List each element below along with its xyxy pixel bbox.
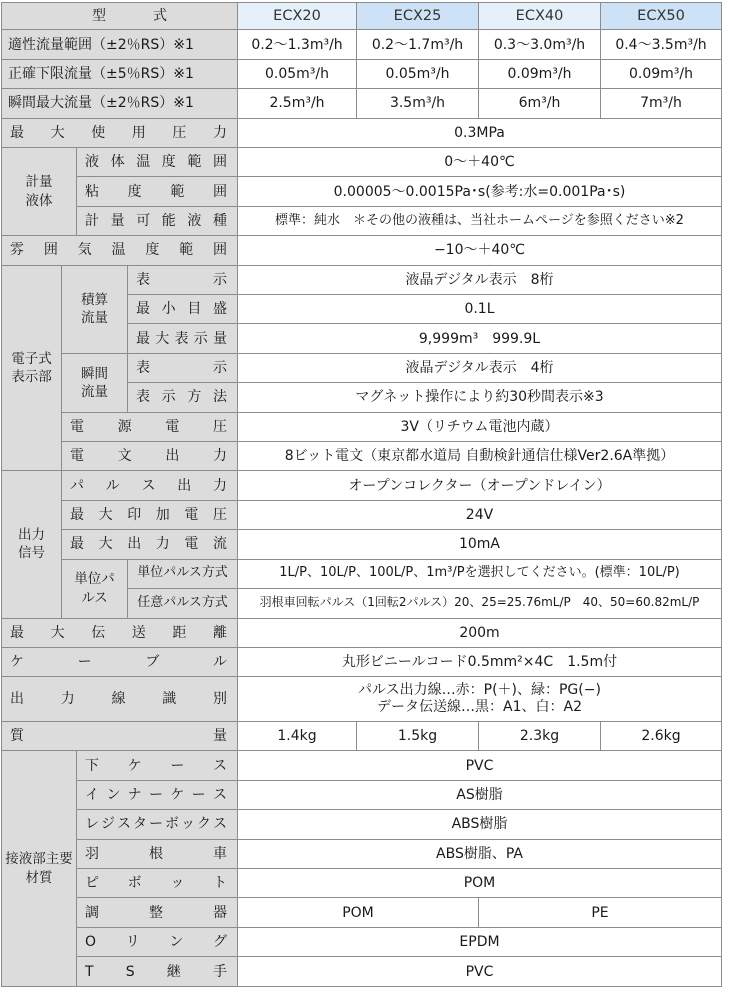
max-current-label: 最 大 出 力 電 流: [70, 536, 227, 553]
telegram-label: 電 文 出 力: [70, 448, 227, 465]
lower-limit-ecx20: 0.05m³/h: [238, 59, 357, 88]
max-pressure-value: 0.3MPa: [238, 118, 722, 147]
ambient-value: −10〜＋40℃: [238, 236, 722, 265]
inst-method-label: 表 示 方 法: [136, 389, 227, 406]
max-flow-label: 瞬間最大流量（±2％RS）※1: [2, 89, 238, 118]
mass-label-cell: [2, 721, 238, 750]
pivot-value: POM: [238, 868, 722, 897]
output-group-label: 出力信号: [2, 471, 62, 618]
inst-method-label-cell: [128, 383, 238, 412]
o-ring-label-cell: [77, 927, 238, 956]
power-label: 電 源 電 圧: [70, 418, 227, 435]
fluid-temp-label-cell: [77, 148, 238, 177]
max-current-label-cell: [62, 530, 238, 559]
max-flow-ecx25: 3.5m³/h: [357, 89, 479, 118]
max-current-value: 10mA: [238, 530, 722, 559]
pulse-label-cell: [62, 471, 238, 500]
inst-display-label-cell: [128, 353, 238, 382]
ambient-label-cell: [2, 236, 238, 265]
optional-pulse-value: 羽根車回転パルス（1回転2パルス）20、25=25.76mL/P 40、50=60.82mL/P: [238, 589, 722, 618]
lower-limit-label: 正確下限流量（±5％RS）※1: [2, 59, 238, 88]
lower-case-value: PVC: [238, 751, 722, 780]
wire-id-line2: データ伝送線…黒：A1、白：A2: [377, 699, 582, 716]
materials-group-label: 接液部主要材質: [2, 751, 77, 987]
flow-range-label: 適性流量範囲（±2％RS）※1: [2, 30, 238, 59]
o-ring-value: EPDM: [238, 927, 722, 956]
register-box-label-cell: [77, 810, 238, 839]
cum-display-value: 液晶デジタル表示 8桁: [238, 265, 722, 294]
flow-range-ecx50: 0.4〜3.5m³/h: [601, 30, 722, 59]
cumulative-group-label: 積算流量: [62, 265, 128, 353]
wire-id-label-cell: [2, 677, 238, 722]
spec-table: [1, 2, 722, 987]
min-scale-value: 0.1L: [238, 295, 722, 324]
telegram-value: 8ビット電文（東京都水道局 自動検針通信仕様Ver2.6A準拠）: [238, 442, 722, 471]
flow-range-ecx40: 0.3〜3.0m³/h: [479, 30, 601, 59]
fluid-temp-label: 液 体 温 度 範 囲: [85, 154, 227, 171]
inst-display-value: 液晶デジタル表示 4桁: [238, 353, 722, 382]
model-ecx20: ECX20: [238, 3, 357, 30]
lower-limit-ecx50: 0.09m³/h: [601, 59, 722, 88]
pivot-label: ピ ボ ッ ト: [85, 875, 227, 892]
display-group-label: 電子式表示部: [2, 265, 62, 471]
optional-pulse-label: 任意パルス方式: [128, 589, 238, 618]
ambient-label: 雰 囲 気 温 度 範 囲: [10, 242, 227, 259]
header-label-cell: [2, 3, 238, 30]
viscosity-value: 0.00005〜0.0015Pa･s(参考:水=0.001Pa･s): [238, 177, 722, 206]
max-flow-ecx20: 2.5m³/h: [238, 89, 357, 118]
wire-id-value: [238, 677, 722, 722]
power-label-cell: [62, 412, 238, 441]
measurable-label-cell: [77, 206, 238, 235]
distance-label-cell: [2, 618, 238, 647]
model-ecx25: ECX25: [357, 3, 479, 30]
distance-label: 最 大 伝 送 距 離: [10, 624, 227, 641]
inner-case-value: AS樹脂: [238, 780, 722, 809]
register-box-label: レ ジ ス タ ー ボ ッ ク ス: [85, 816, 227, 833]
inst-method-value: マグネット操作により約30秒間表示※3: [238, 383, 722, 412]
lower-case-label-cell: [77, 751, 238, 780]
max-flow-ecx50: 7m³/h: [601, 89, 722, 118]
flow-range-ecx20: 0.2〜1.3m³/h: [238, 30, 357, 59]
fluid-group-label: 計量液体: [2, 148, 77, 236]
ts-joint-label: T S 継 手: [85, 963, 227, 980]
lower-limit-ecx25: 0.05m³/h: [357, 59, 479, 88]
inner-case-label-cell: [77, 780, 238, 809]
mass-ecx50: 2.6kg: [601, 721, 722, 750]
max-flow-ecx40: 6m³/h: [479, 89, 601, 118]
ts-joint-value: PVC: [238, 957, 722, 987]
max-pressure-label-cell: [2, 118, 238, 147]
inst-display-label: 表 示: [136, 360, 227, 376]
lower-limit-ecx40: 0.09m³/h: [479, 59, 601, 88]
pivot-label-cell: [77, 868, 238, 897]
min-scale-label: 最 小 目 盛: [136, 301, 227, 318]
cable-label: ケ ー ブ ル: [10, 654, 227, 671]
ts-joint-label-cell: [77, 957, 238, 987]
mass-label: 質 量: [10, 728, 227, 745]
max-voltage-label: 最 大 印 加 電 圧: [70, 507, 227, 524]
lower-case-label: 下 ケ ー ス: [85, 757, 227, 774]
model-ecx50: ECX50: [601, 3, 722, 30]
wire-id-label: 出 力 線 識 別: [10, 691, 227, 708]
min-scale-label-cell: [128, 295, 238, 324]
max-display-label: 最 大 表 示 量: [136, 330, 227, 347]
power-value: 3V（リチウム電池内蔵）: [238, 412, 722, 441]
inner-case-label: イ ン ナ ー ケ ー ス: [85, 786, 227, 803]
header-label: 型 式: [92, 8, 167, 25]
cable-label-cell: [2, 647, 238, 676]
fluid-temp-value: 0〜＋40℃: [238, 148, 722, 177]
register-box-value: ABS樹脂: [238, 810, 722, 839]
distance-value: 200m: [238, 618, 722, 647]
adjuster-label-cell: [77, 898, 238, 927]
measurable-value: 標準：純水 ＊その他の液種は、当社ホームページを参照ください※2: [238, 206, 722, 235]
cum-display-label-cell: [128, 265, 238, 294]
viscosity-label-cell: [77, 177, 238, 206]
unit-pulse-label: 単位パルス方式: [128, 559, 238, 588]
impeller-label-cell: [77, 839, 238, 868]
mass-ecx25: 1.5kg: [357, 721, 479, 750]
max-pressure-label: 最 大 使 用 圧 力: [10, 124, 227, 141]
impeller-value: ABS樹脂、PA: [238, 839, 722, 868]
instant-group-label: 瞬間流量: [62, 353, 128, 412]
viscosity-label: 粘 度 範 囲: [85, 183, 227, 200]
pulse-label: パ ル ス 出 力: [70, 477, 227, 494]
mass-ecx40: 2.3kg: [479, 721, 601, 750]
unit-pulse-group-label: 単位パルス: [62, 559, 128, 618]
max-display-label-cell: [128, 324, 238, 353]
unit-pulse-value: 1L/P、10L/P、100L/P、1m³/Pを選択してください。(標準：10L/P): [238, 559, 722, 588]
model-ecx40: ECX40: [479, 3, 601, 30]
adjuster-label: 調 整 器: [85, 904, 227, 921]
impeller-label: 羽 根 車: [85, 845, 227, 862]
cum-display-label: 表 示: [136, 271, 227, 288]
max-voltage-label-cell: [62, 500, 238, 529]
wire-id-line1: パルス出力線…赤：P(＋)、緑：PG(−): [358, 681, 601, 698]
o-ring-label: O リ ン グ: [85, 933, 227, 950]
cable-value: 丸形ビニールコード0.5mm²×4C 1.5m付: [238, 647, 722, 676]
max-display-value: 9,999m³ 999.9L: [238, 324, 722, 353]
telegram-label-cell: [62, 442, 238, 471]
pulse-value: オープンコレクター（オープンドレイン）: [238, 471, 722, 500]
mass-ecx20: 1.4kg: [238, 721, 357, 750]
max-voltage-value: 24V: [238, 500, 722, 529]
adjuster-value-1: POM: [238, 898, 479, 927]
measurable-label: 計 量 可 能 液 種: [85, 212, 227, 229]
adjuster-value-2: PE: [479, 898, 722, 927]
flow-range-ecx25: 0.2〜1.7m³/h: [357, 30, 479, 59]
